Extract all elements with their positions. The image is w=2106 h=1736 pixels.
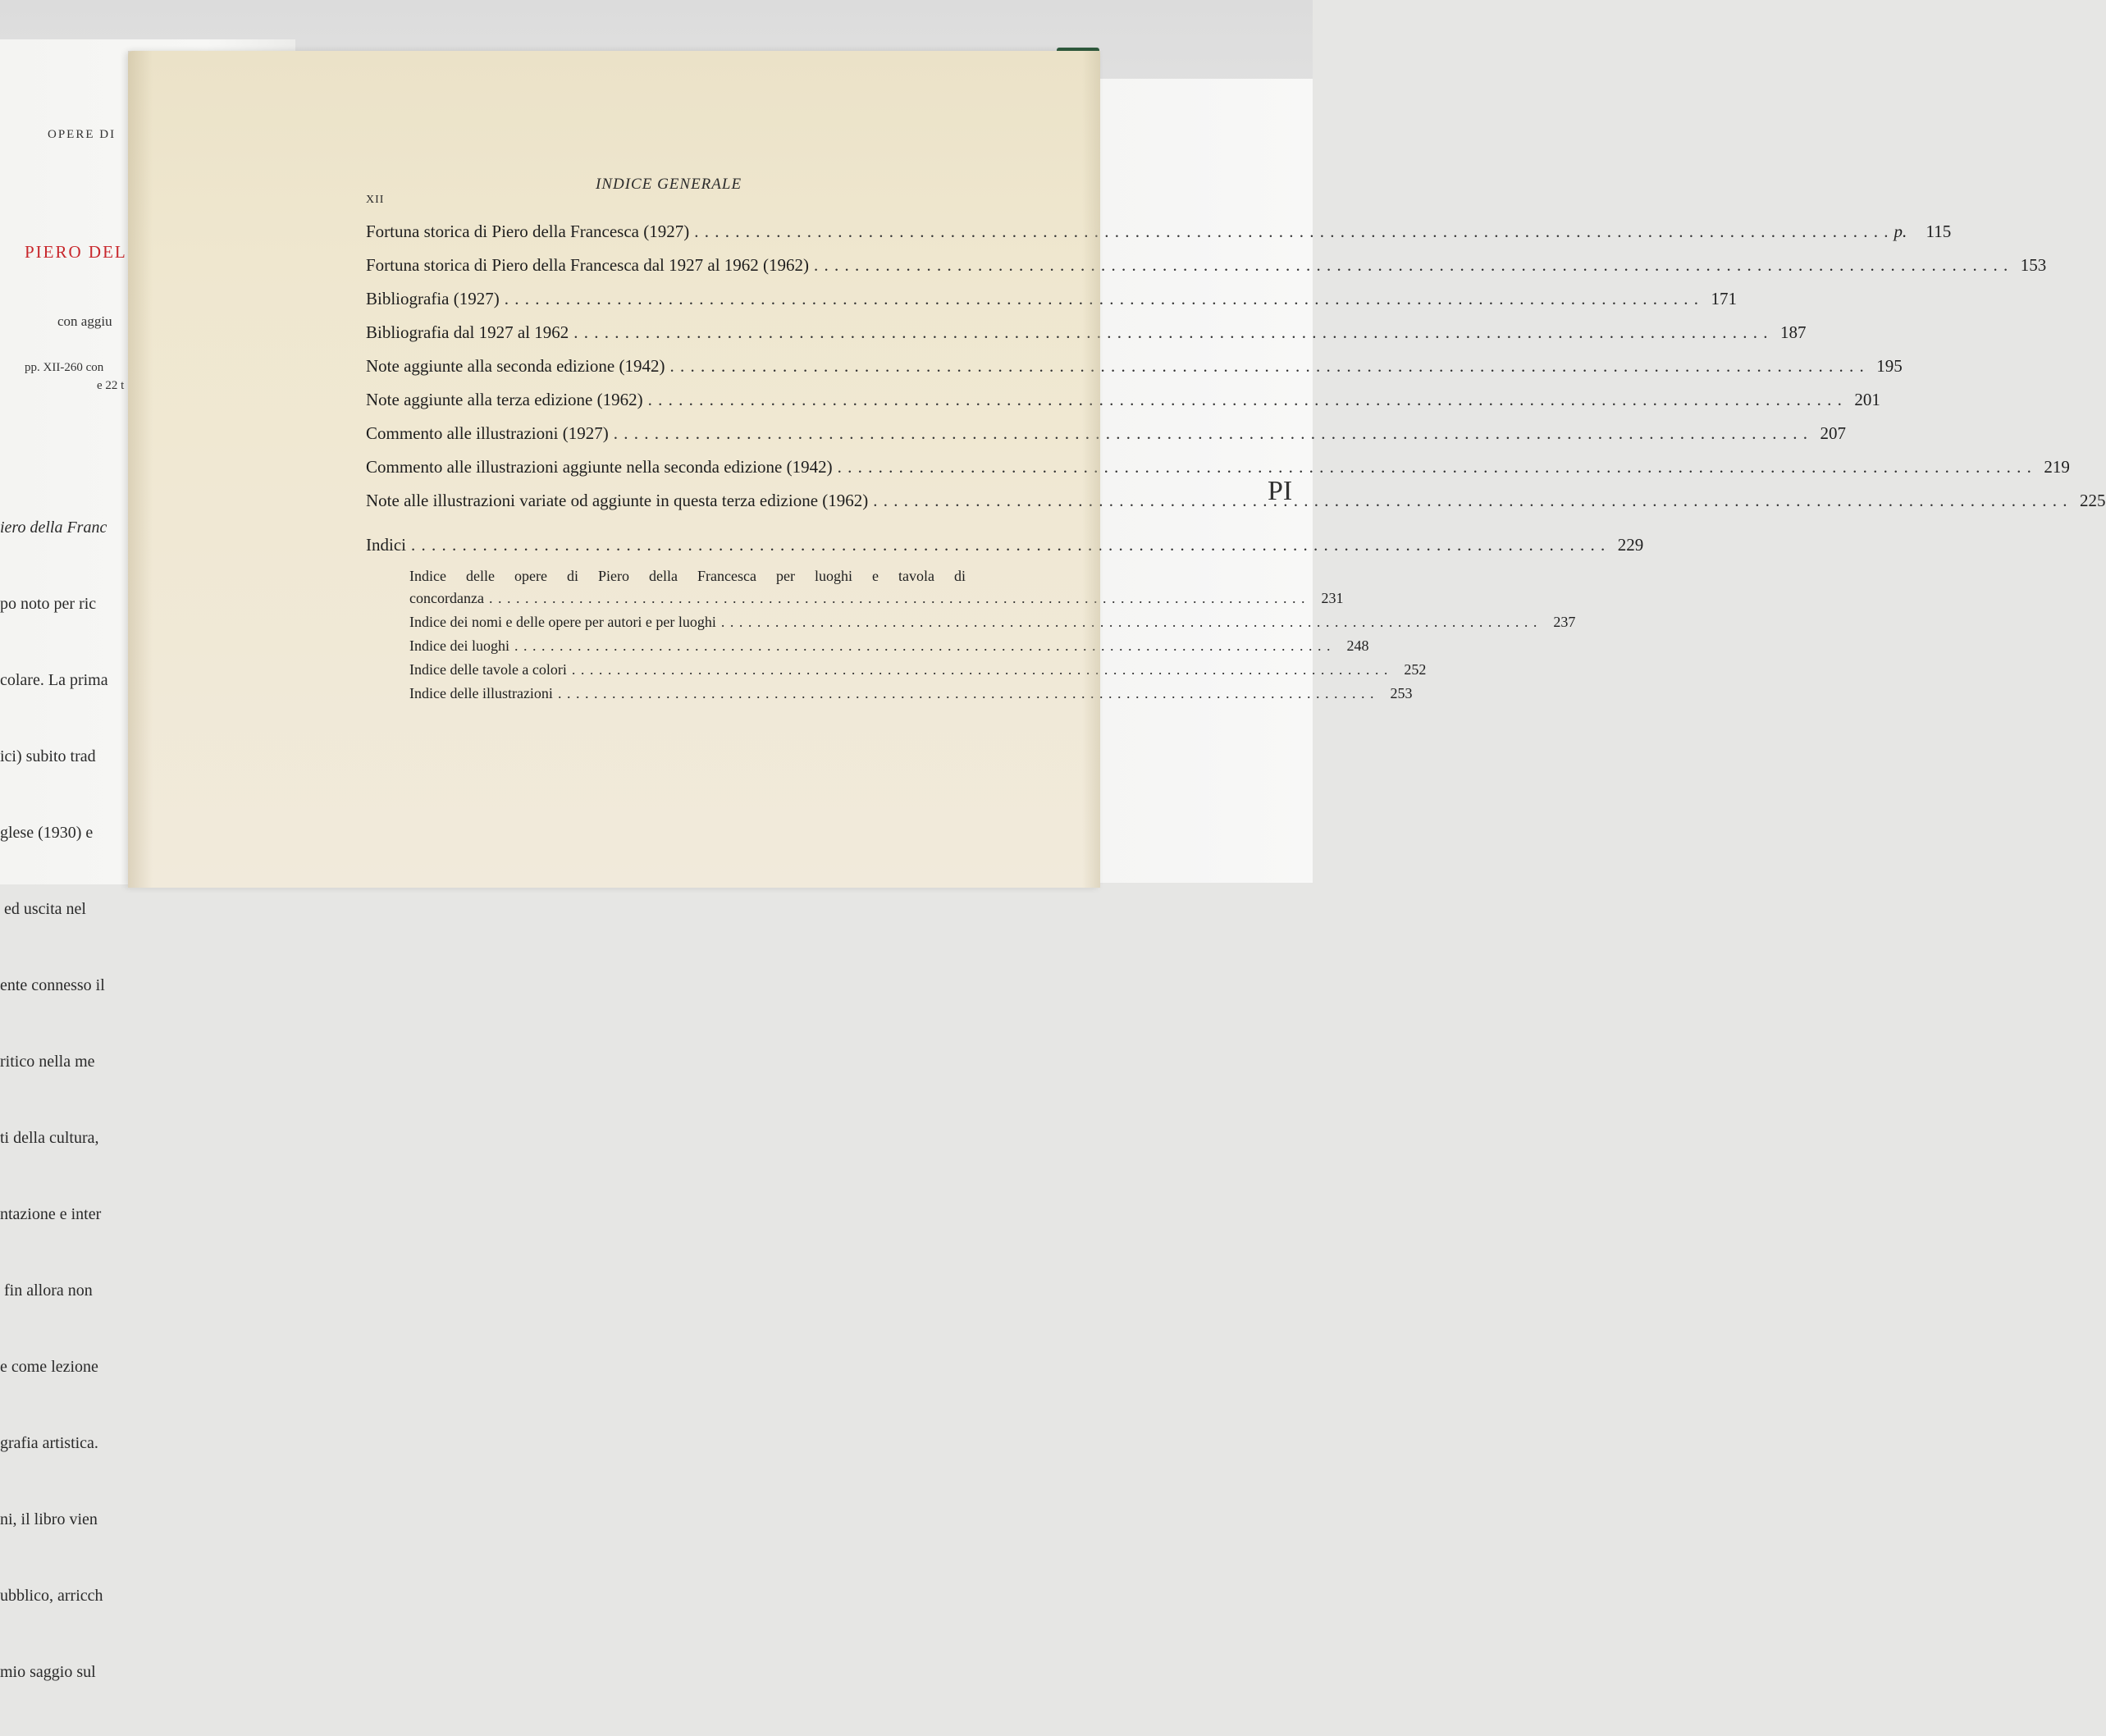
toc-entry-title: Note alle illustrazioni variate od aggiunte in questa terza edizione (1962) <box>366 491 869 510</box>
toc-entry <box>366 289 1737 322</box>
toc-sub-entry-title: Indice delle tavole a colori <box>409 661 567 678</box>
dot-leader <box>573 322 1768 343</box>
body-line: iero della Franc <box>0 519 107 537</box>
toc-sub-entry-page: 248 <box>1346 637 1369 654</box>
back-page-body-text <box>0 464 108 1736</box>
body-line: fin allora non <box>0 1281 93 1300</box>
body-line: glese (1930) e <box>0 824 94 842</box>
toc-sub-entry <box>409 614 1576 637</box>
toc-sub-entry-page: 231 <box>1321 590 1344 606</box>
dot-leader <box>614 423 1808 444</box>
toc-entry-title: Indici <box>366 535 406 555</box>
dot-leader <box>505 289 1699 309</box>
toc-entry-title: Note aggiunte alla seconda edizione (1942) <box>366 356 665 376</box>
body-line: e come lezione <box>0 1358 98 1376</box>
toc-sub-entry-page: 253 <box>1390 685 1413 701</box>
dot-leader <box>873 491 2067 511</box>
dot-leader <box>489 590 1306 607</box>
dot-leader <box>572 661 1389 678</box>
toc-entry-page: 187 <box>1780 322 1807 342</box>
toc-entry <box>366 222 1952 255</box>
body-line: ici) subito trad <box>0 747 96 765</box>
back-page-pages-line-1: pp. XII-260 con <box>25 361 104 374</box>
toc-sub-entry <box>409 590 1344 614</box>
dot-leader <box>694 222 1889 242</box>
dot-leader <box>814 255 2008 276</box>
right-cover <box>1099 79 1313 883</box>
body-line: ntazione e inter <box>0 1205 102 1223</box>
toc-sub-entry-title: Indice dei nomi e delle opere per autori e per luoghi <box>409 614 716 630</box>
dot-leader <box>721 614 1538 631</box>
toc-entry <box>366 322 1807 356</box>
cover-letters: PI <box>1268 476 1293 506</box>
toc-entry-title: Commento alle illustrazioni aggiunte nella seconda edizione (1942) <box>366 457 833 477</box>
toc-entry-page: 229 <box>1617 535 1644 555</box>
body-line: ubblico, arricch <box>0 1587 103 1605</box>
toc-entry-title: Fortuna storica di Piero della Francesca dal 1927 al 1962 (1962) <box>366 255 810 275</box>
dot-leader <box>411 535 1606 555</box>
table-of-contents <box>366 222 2106 569</box>
toc-entry <box>366 423 1846 457</box>
toc-entry-page: 171 <box>1711 289 1737 308</box>
back-page-red-title: PIERO DEL <box>25 242 127 262</box>
body-line: ti della cultura, <box>0 1129 99 1147</box>
dot-leader <box>514 637 1332 655</box>
page-prefix: p. <box>1894 222 1907 241</box>
body-line: ni, il libro vien <box>0 1510 98 1528</box>
front-page <box>128 51 2106 888</box>
sub-table-of-contents <box>409 568 1576 709</box>
toc-entry-page: 195 <box>1876 356 1903 376</box>
toc-entry-page: 201 <box>1854 390 1880 409</box>
page-number: XII <box>366 194 385 206</box>
body-line: colare. La prima <box>0 671 108 689</box>
toc-entry <box>366 535 1644 569</box>
dot-leader <box>648 390 1843 410</box>
body-line: ritico nella me <box>0 1053 95 1071</box>
toc-entry-title: Note aggiunte alla terza edizione (1962) <box>366 390 643 409</box>
body-line: mio saggio sul <box>0 1663 96 1681</box>
body-line: grafia artistica. <box>0 1434 98 1452</box>
toc-entry-title: Bibliografia dal 1927 al 1962 <box>366 322 569 342</box>
toc-sub-entry-page: 237 <box>1553 614 1576 630</box>
toc-entry-page: 219 <box>2044 457 2070 477</box>
toc-sub-entry <box>409 637 1369 661</box>
toc-entry-title: Fortuna storica di Piero della Francesca (1927) <box>366 222 690 241</box>
back-page-pages-line-2: e 22 t <box>97 379 125 392</box>
toc-sub-entry-title: Indice dei luoghi <box>409 637 509 654</box>
toc-entry-page: 207 <box>1820 423 1846 443</box>
toc-sub-entry <box>409 661 1427 685</box>
toc-entry-page: 153 <box>2020 255 2047 275</box>
toc-sub-entry-title: Indice delle illustrazioni <box>409 685 553 701</box>
toc-sub-entry-title: concordanza <box>409 590 484 606</box>
back-page-subtitle: con aggiu <box>57 313 112 329</box>
body-line: ed uscita nel <box>0 900 86 918</box>
toc-entry-title: Bibliografia (1927) <box>366 289 500 308</box>
toc-sub-entry-page: 252 <box>1404 661 1427 678</box>
dot-leader <box>669 356 1864 377</box>
toc-entry <box>366 255 2047 289</box>
toc-entry <box>366 356 1903 390</box>
back-page-header: OPERE DI <box>48 128 116 141</box>
toc-sub-entry-title: Indice delle opere di Piero della Francesca per luoghi e tavola di <box>409 568 966 584</box>
body-line: ente connesso il <box>0 976 105 994</box>
toc-entry <box>366 390 1880 423</box>
running-head: INDICE GENERALE <box>596 176 742 193</box>
dot-leader <box>558 685 1375 702</box>
toc-sub-entry <box>409 568 1008 590</box>
toc-entry-page: 225 <box>2080 491 2106 510</box>
dot-leader <box>838 457 2032 477</box>
body-line: po noto per ric <box>0 595 97 613</box>
toc-entry-title: Commento alle illustrazioni (1927) <box>366 423 609 443</box>
toc-sub-entry <box>409 685 1413 709</box>
toc-entry-page: 115 <box>1926 222 1952 241</box>
